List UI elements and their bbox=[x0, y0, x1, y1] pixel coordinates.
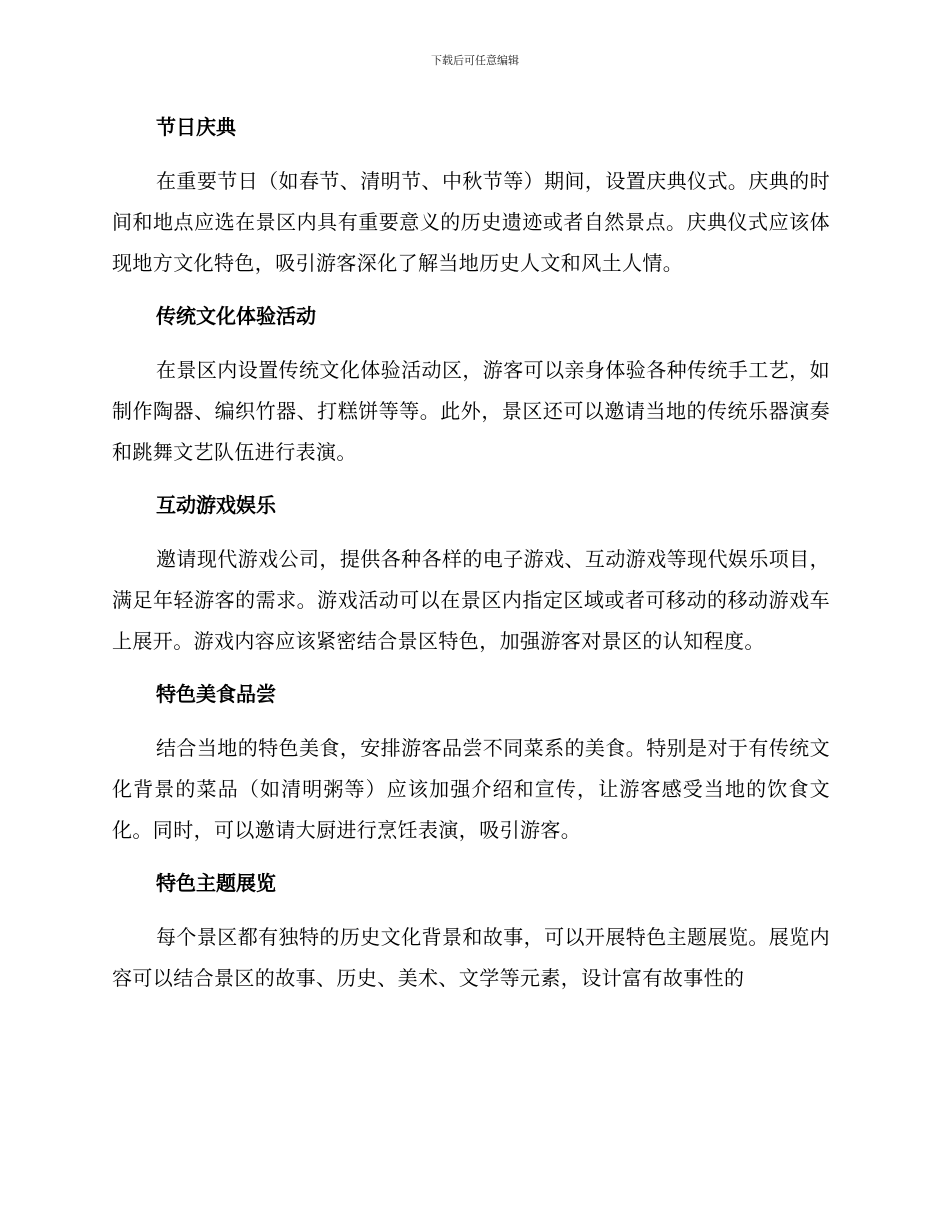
section-local-food-tasting bbox=[112, 674, 830, 851]
section-paragraph: 在景区内设置传统文化体验活动区，游客可以亲身体验各种传统手工艺，如制作陶器、编织竹器、打糕饼等等。此外，景区还可以邀请当地的传统乐器演奏和跳舞文艺队伍进行表演。 bbox=[112, 358, 830, 464]
section-interactive-games bbox=[112, 485, 830, 662]
page-header: 下载后可任意编辑 bbox=[431, 54, 519, 67]
section-paragraph: 邀请现代游戏公司，提供各种各样的电子游戏、互动游戏等现代娱乐项目，满足年轻游客的需求。游戏活动可以在景区内指定区域或者可移动的移动游戏车上展开。游戏内容应该紧密结合景区特色，加强游客对景区的认知程度。 bbox=[112, 547, 830, 653]
section-title: 互动游戏娱乐 bbox=[156, 493, 276, 517]
section-paragraph: 在重要节日（如春节、清明节、中秋节等）期间，设置庆典仪式。庆典的时间和地点应选在景区内具有重要意义的历史遗迹或者自然景点。庆典仪式应该体现地方文化特色，吸引游客深化了解当地历史人文和风土人情。 bbox=[112, 169, 830, 275]
section-traditional-culture-experience bbox=[112, 296, 830, 473]
section-title: 节日庆典 bbox=[156, 115, 236, 139]
document-content bbox=[112, 107, 830, 1011]
section-title: 特色美食品尝 bbox=[156, 682, 276, 706]
section-title: 传统文化体验活动 bbox=[156, 304, 316, 328]
section-paragraph: 每个景区都有独特的历史文化背景和故事，可以开展特色主题展览。展览内容可以结合景区的故事、历史、美术、文学等元素，设计富有故事性的 bbox=[112, 925, 830, 990]
section-themed-exhibition bbox=[112, 863, 830, 999]
section-paragraph: 结合当地的特色美食，安排游客品尝不同菜系的美食。特别是对于有传统文化背景的菜品（如清明粥等）应该加强介绍和宣传，让游客感受当地的饮食文化。同时，可以邀请大厨进行烹饪表演，吸引游客。 bbox=[112, 736, 830, 842]
section-festival-celebration bbox=[112, 107, 830, 284]
section-title: 特色主题展览 bbox=[156, 871, 276, 895]
